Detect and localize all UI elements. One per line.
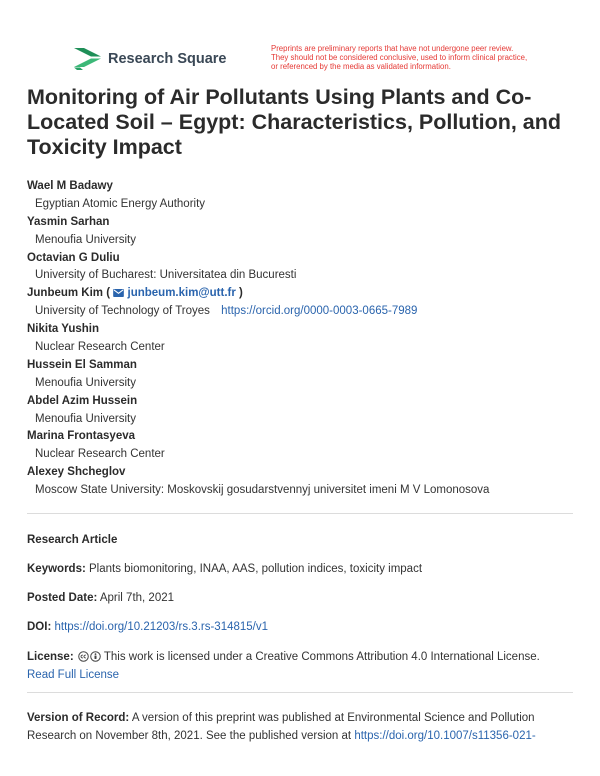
- license-icons: [77, 651, 104, 663]
- author-name: Marina Frontasyeva: [27, 430, 136, 443]
- author: [27, 357, 587, 393]
- email-open-paren: (: [106, 287, 111, 300]
- cc-icon: [78, 651, 89, 662]
- published-version-link[interactable]: https://doi.org/10.1007/s11356-021-: [354, 730, 536, 742]
- author-name: Wael M Badawy: [27, 180, 113, 192]
- disclaimer-line: Preprints are preliminary reports that have not undergone peer review.: [271, 43, 514, 53]
- license-link-line: [27, 666, 575, 684]
- author: [27, 285, 587, 321]
- keywords-label: Keywords:: [27, 563, 86, 575]
- research-square-logo-icon: [74, 48, 101, 70]
- posted-date-label: Posted Date:: [27, 592, 98, 604]
- author: [27, 214, 587, 250]
- author-affiliation: University of Technology of Troyes: [35, 305, 210, 318]
- license-line: [27, 648, 575, 666]
- author: [27, 178, 587, 214]
- author-name: Junbeum Kim: [27, 287, 104, 300]
- author-name: Yasmin Sarhan: [27, 215, 110, 228]
- author-list: [27, 178, 587, 500]
- author-affiliation: Menoufia University: [35, 233, 136, 246]
- author-name: Nikita Yushin: [27, 323, 100, 336]
- doi-link[interactable]: https://doi.org/10.21203/rs.3.rs-314815/v1: [54, 621, 269, 633]
- version-of-record: [27, 709, 575, 745]
- research-square-logo[interactable]: [74, 48, 226, 70]
- paper-title: Monitoring of Air Pollutants Using Plants and Co-Located Soil – Egypt: Characteristics, Pollution, and Toxicity Impact: [27, 85, 562, 159]
- article-type: Research Article: [27, 534, 118, 546]
- author-name-line: [27, 285, 587, 303]
- author: [27, 428, 587, 464]
- attribution-icon: [90, 651, 101, 662]
- author-affiliation: Nuclear Research Center: [35, 341, 165, 354]
- author-email: junbeum.kim@utt.fr: [127, 287, 236, 300]
- keywords: [27, 560, 575, 578]
- version-of-record-label: Version of Record:: [27, 712, 130, 724]
- author-affiliation: Menoufia University: [35, 376, 136, 389]
- author-name: Hussein El Samman: [27, 358, 137, 371]
- orcid-link[interactable]: https://orcid.org/0000-0003-0665-7989: [221, 305, 418, 318]
- version-of-record-text: A version of this preprint was published at Environmental Science and Pollution Research on November 8th, 2021. See the published version at: [27, 712, 535, 742]
- divider: [27, 692, 573, 693]
- doi-label: DOI:: [27, 621, 52, 633]
- author: [27, 321, 587, 357]
- author-name: Abdel Azim Hussein: [27, 394, 138, 407]
- author: [27, 250, 587, 286]
- license: [27, 648, 575, 684]
- email-close-paren: ): [239, 287, 243, 300]
- license-label: License:: [27, 651, 74, 663]
- envelope-icon: [113, 289, 124, 297]
- disclaimer-line: They should not be considered conclusive, used to inform clinical practice,: [271, 52, 528, 62]
- author-name: Octavian G Duliu: [27, 251, 120, 264]
- posted-date-value: April 7th, 2021: [99, 592, 175, 604]
- author-email-link[interactable]: [113, 287, 239, 299]
- author-affiliation: Nuclear Research Center: [35, 448, 165, 461]
- author-affiliation: Egyptian Atomic Energy Authority: [35, 197, 206, 210]
- disclaimer-line: or referenced by the media as validated information.: [271, 61, 451, 71]
- doi: [27, 618, 575, 636]
- author-name: Alexey Shcheglov: [27, 466, 126, 479]
- keywords-value: Plants biomonitoring, INAA, AAS, pollution indices, toxicity impact: [89, 563, 423, 575]
- preprint-disclaimer: [271, 44, 527, 71]
- author-affiliation: Menoufia University: [35, 412, 136, 425]
- author-affiliation: Moscow State University: Moskovskij gosudarstvennyj universitet imeni M V Lomonosova: [35, 484, 490, 497]
- license-text: This work is licensed under a Creative Commons Attribution 4.0 International License.: [103, 651, 540, 663]
- author-affiliation-line: [27, 303, 587, 321]
- posted-date: [27, 589, 575, 607]
- divider: [27, 513, 573, 514]
- read-full-license-link[interactable]: Read Full License: [27, 669, 120, 681]
- author: [27, 393, 587, 429]
- author-affiliation: University of Bucharest: Universitatea din Bucuresti: [35, 269, 297, 282]
- brand-name: Research Square: [108, 51, 227, 67]
- author: [27, 464, 587, 500]
